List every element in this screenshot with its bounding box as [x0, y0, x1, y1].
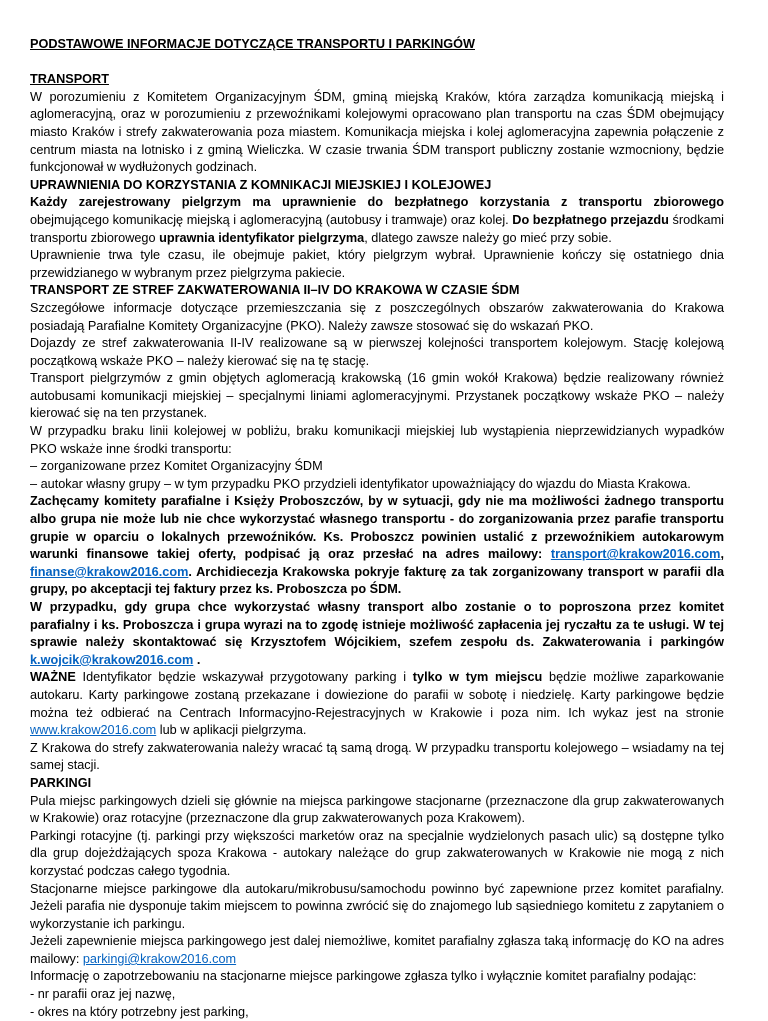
transport-heading: TRANSPORT — [30, 72, 109, 87]
zones-paragraph: Transport pielgrzymów z gmin objętych aglomeracją krakowską (16 gmin wokół Krakowa) będzie realizowany również autobusami komunikacji miejskiej – specjalnymi liniami aglomeracyjnymi. Przystanek początkowy wskaże PKO – należy kierować się na ten przystanek. — [30, 371, 724, 421]
zones-list-item: – zorganizowane przez Komitet Organizacyjny ŚDM — [30, 459, 323, 474]
important-bold: tylko w tym miejscu — [412, 670, 543, 685]
parking-paragraph: Stacjonarne miejsce parkingowe dla autokaru/mikrobusu/samochodu powinno być zapewnione przez komitet parafialny. Jeżeli parafia nie dysponuje takim miejscem to powinna zwrócić się do znajomego lub sąsiedniego komitetu z zapytaniem o wykorzystanie ich parkingu. — [30, 881, 724, 931]
rights-text-f: , dlatego zawsze należy go mieć przy sobie. — [364, 230, 612, 245]
parking-heading: PARKINGI — [30, 775, 92, 790]
zones-heading: TRANSPORT ZE STREF ZAKWATEROWANIA II–IV DO KRAKOWA W CZASIE ŚDM — [30, 283, 520, 298]
website-link[interactable]: www.krakow2016.com — [30, 723, 157, 738]
important-text-2: będzie możliwe zaparkowanie autokaru. Karty parkingowe zostaną przekazane i dowiezione do parafii w sobotę i niedzielę. Karty parkingowe będzie można też odbierać na Centrach Informacyjno-Rejestracyjnych w Krakowie i poza nim. Ich wykaz jest na stronie — [30, 670, 724, 720]
own-transport-paragraph — [30, 599, 724, 669]
transport-email-link[interactable]: transport@krakow2016.com — [550, 547, 721, 562]
rights-bold-e: uprawnia identyfikator pielgrzyma — [159, 230, 365, 245]
return-note: Z Krakowa do strefy zakwaterowania należy wracać tą samą drogą. W przypadku transportu kolejowego – wsiadamy na tej samej stacji. — [30, 740, 724, 773]
parking-email-link[interactable]: parkingi@krakow2016.com — [82, 951, 237, 966]
rights-bold-c: Do bezpłatnego przejazdu — [512, 212, 669, 227]
zones-paragraph: Dojazdy ze stref zakwaterowania II-IV realizowane są w pierwszej kolejności transportem kolejowym. Stację kolejową początkową wskaże PKO – należy kierować się na tę stację. — [30, 336, 724, 368]
rights-paragraph-1 — [30, 194, 724, 247]
parking-contact-paragraph — [30, 933, 724, 968]
parking-contact-text: Jeżeli zapewnienie miejsca parkingowego jest dalej niemożliwe, komitet parafialny zgłasza taką informację do KO na adres mailowy: — [30, 934, 724, 966]
rights-bold-a: Każdy zarejestrowany pielgrzym ma uprawnienie do bezpłatnego korzystania z transportu zbiorowego — [30, 195, 724, 210]
parking-list-item: - nr parafii oraz jej nazwę, — [30, 987, 176, 1002]
important-text-1: Identyfikator będzie wskazywał przygotowany parking i — [75, 670, 413, 685]
zones-paragraph: W przypadku braku linii kolejowej w pobliżu, braku komunikacji miejskiej lub wystąpienia nieprzewidzianych wypadków PKO wskaże inne środki transportu: — [30, 424, 724, 456]
encourage-separator: , — [720, 547, 724, 562]
transport-intro: W porozumieniu z Komitetem Organizacyjnym ŚDM, gminą miejską Kraków, która zarządza komunikacją miejską i aglomeracyjną, oraz w porozumieniu z przewoźnikami kolejowymi opracowano plan transportu na czas ŚDM obejmujący miasto Kraków i strefy zakwaterowania poza miastem. Komunikacja miejska i kolej aglomeracyjna zapewnia połączenie z centrum miasta na lotnisko i z gminą Wieliczka. W czasie trwania ŚDM transport publiczny zostanie wzmocniony, będzie funkcjonował w wydłużonych godzinach. — [30, 89, 724, 175]
own-transport-tail: . — [193, 652, 201, 667]
zones-paragraph: Szczegółowe informacje dotyczące przemieszczania się z poszczególnych obszarów zakwaterowania do Krakowa posiadają Parafialne Komitety Organizacyjne (PKO). Należy zawsze stosować się do wskazań PKO. — [30, 300, 724, 333]
important-paragraph — [30, 669, 724, 739]
wojcik-email-link[interactable]: k.wojcik@krakow2016.com — [30, 652, 194, 667]
parking-paragraph: Parkingi rotacyjne (tj. parkingi przy większości marketów oraz na specjalnie wydzielonych pasach ulic) są dostępne tylko dla grup dojeżdżających spoza Krakowa - autokary należące do grup zakwaterowanych w Krakowie nie mogą z nich korzystać podczas całego tygodnia. — [30, 828, 724, 878]
rights-paragraph-2: Uprawnienie trwa tyle czasu, ile obejmuje pakiet, który pielgrzym wybrał. Uprawnienie kończy się ostatniego dnia przewidzianego w wybranym przez pielgrzyma pakiecie. — [30, 248, 724, 280]
finance-email-link[interactable]: finanse@krakow2016.com — [30, 564, 189, 579]
rights-text-b: obejmującego komunikację miejską i aglomeracyjną (autobusy i tramwaje) oraz kolej. — [30, 212, 513, 227]
own-transport-text: W przypadku, gdy grupa chce wykorzystać własny transport albo zostanie o to poproszona przez komitet parafialny i ks. Proboszcza i grupa wyrazi na to zgodę istnieje możliwość zapłacenia jej ryczałtu za te usługi. W tej sprawie należy skontaktować się Krzysztofem Wójcikiem, szefem zespołu ds. Zakwaterowania i parkingów — [30, 600, 724, 650]
zones-list-item: – autokar własny grupy – w tym przypadku PKO przydzieli identyfikator upoważniający do wjazdu do Miasta Krakowa. — [30, 476, 691, 491]
encourage-paragraph — [30, 493, 724, 599]
encourage-text: Zachęcamy komitety parafialne i Księży Proboszczów, by w sytuacji, gdy nie ma możliwości żadnego transportu albo grupa nie może lub nie chce wykorzystać własnego transportu - do zorganizowania przez parafie transportu grupie w oparciu o lokalnych przewoźników. Ks. Proboszcz powinien ustalić z przewoźnikiem autokarowym warunki finansowe takiej oferty, podpisać ją oraz przesłać na adres mailowy: — [30, 494, 724, 562]
parking-list-item: - okres na który potrzebny jest parking, — [30, 1004, 249, 1019]
rights-text-d: środkami transportu zbiorowego — [30, 212, 724, 245]
parking-request: Informację o zapotrzebowaniu na stacjonarne miejsce parkingowe zgłasza tylko i wyłącznie komitet parafialny podając: — [30, 969, 697, 984]
important-label: WAŻNE — [30, 670, 76, 685]
important-text-3: lub w aplikacji pielgrzyma. — [156, 723, 307, 738]
parking-paragraph: Pula miejsc parkingowych dzieli się głównie na miejsca parkingowe stacjonarne (przeznaczone dla grup zakwaterowanych w Krakowie) oraz rotacyjne (przeznaczone dla grup zakwaterowanych poza Krakowem). — [30, 793, 724, 826]
rights-heading: UPRAWNIENIA DO KORZYSTANIA Z KOMNIKACJI MIEJSKIEJ I KOLEJOWEJ — [30, 177, 492, 192]
encourage-tail: . Archidiecezja Krakowska pokryje fakturę za tak zorganizowany transport w parafii dla grupy, po akceptacji tej faktury przez ks. Proboszcza po ŚDM. — [30, 564, 724, 597]
document-title: PODSTAWOWE INFORMACJE DOTYCZĄCE TRANSPORTU I PARKINGÓW — [30, 37, 475, 51]
